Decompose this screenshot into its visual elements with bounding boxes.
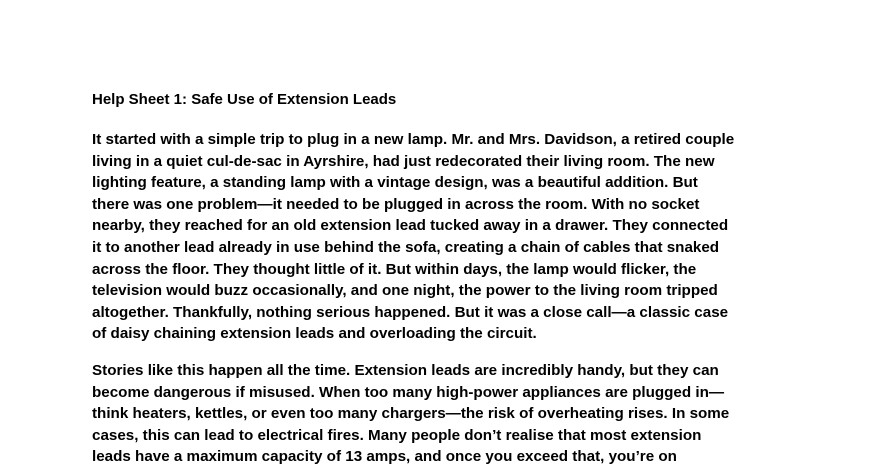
page-title: Help Sheet 1: Safe Use of Extension Leads xyxy=(92,91,397,108)
paragraph-line: leads have a maximum capacity of 13 amps, and once you exceed that, you’re on xyxy=(92,448,677,466)
paragraph-line: nearby, they reached for an old extension lead tucked away in a drawer. They connected xyxy=(92,217,729,235)
paragraph-line: think heaters, kettles, or even too many chargers—the risk of overheating rises. In some xyxy=(92,405,730,423)
paragraph-line: become dangerous if misused. When too many high-power appliances are plugged in— xyxy=(92,383,725,401)
paragraph-line: living in a quiet cul-de-sac in Ayrshire, had just redecorated their living room. The new xyxy=(92,152,715,170)
paragraph-line: television would buzz occasionally, and one night, the power to the living room tripped xyxy=(92,282,718,300)
paragraph-line: there was one problem—it needed to be plugged in across the room. With no socket xyxy=(92,195,700,213)
paragraph-2 xyxy=(92,360,729,468)
paragraph-1 xyxy=(92,129,734,345)
paragraph-line: across the floor. They thought little of it. But within days, the lamp would flicker, the xyxy=(92,260,697,278)
paragraph-line: Stories like this happen all the time. Extension leads are incredibly handy, but they can xyxy=(92,362,719,379)
paragraph-line: altogether. Thankfully, nothing serious happened. But it was a close call—a classic case xyxy=(92,303,729,321)
paragraph-line: It started with a simple trip to plug in a new lamp. Mr. and Mrs. Davidson, a retired couple xyxy=(92,131,735,148)
paragraph-line: it to another lead already in use behind the sofa, creating a chain of cables that snaked xyxy=(92,238,720,256)
paragraph-line: cases, this can lead to electrical fires. Many people don’t realise that most extension xyxy=(92,426,702,444)
paragraph-line: of daisy chaining extension leads and overloading the circuit. xyxy=(92,325,537,343)
paragraph-line: lighting feature, a standing lamp with a vintage design, was a beautiful addition. But xyxy=(92,174,698,192)
